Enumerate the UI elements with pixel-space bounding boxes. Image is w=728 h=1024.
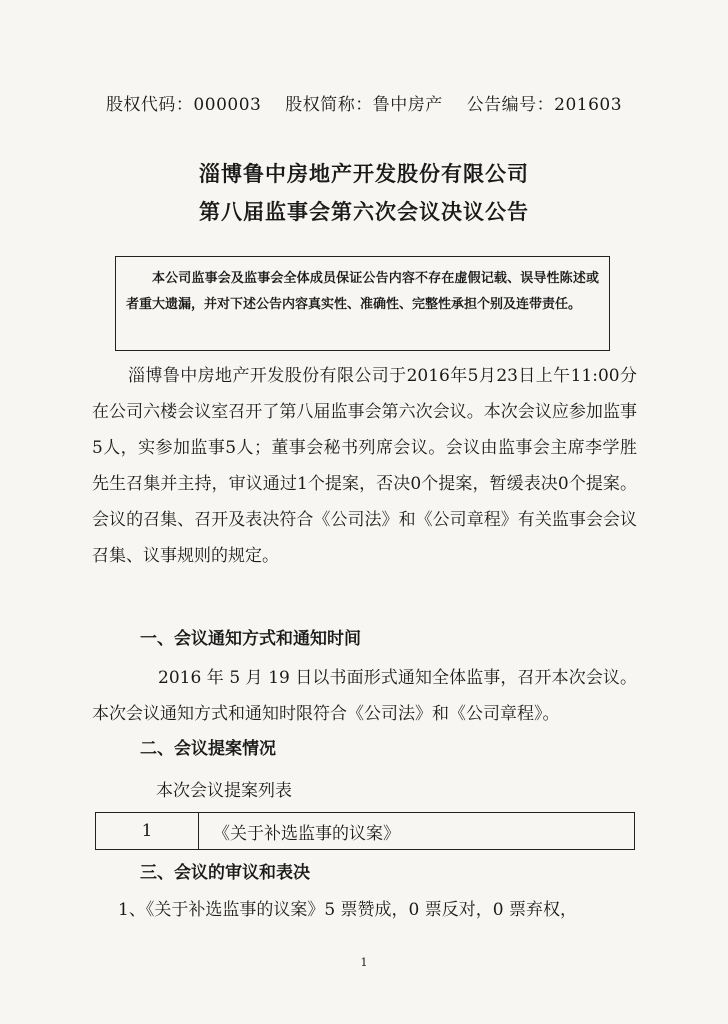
notice-number: 公告编号：201603	[466, 95, 623, 115]
proposal-name: 《关于补选监事的议案》	[213, 823, 400, 844]
company-title: 淄博鲁中房地产开发股份有限公司	[199, 161, 529, 186]
proposal-number: 1	[96, 813, 199, 849]
document-header	[0, 90, 728, 115]
section-heading-voting: 三、会议的审议和表决	[140, 863, 310, 883]
proposal-table-row	[95, 812, 635, 850]
section-heading-proposals: 二、会议提案情况	[140, 739, 276, 759]
intro-paragraph: 淄博鲁中房地产开发股份有限公司于2016年5月23日上午11:00分在公司六楼会议室召开了第八届监事会第六次会议。本次会议应参加监事5人，实参加监事5人；董事会秘书列席会议。会议由监事会主席李学胜先生召集并主持，审议通过1个提案，否决0个提案，暂缓表决0个提案。会议的召集、召开及表决符合《公司法》和《公司章程》有关监事会会议召集、议事规则的规定。	[92, 366, 637, 566]
page-number: 1	[360, 956, 368, 969]
announcement-title: 第八届监事会第六次会议决议公告	[199, 199, 529, 224]
stock-short-name: 股权简称：鲁中房产	[285, 95, 443, 115]
notice-paragraph: 2016 年 5 月 19 日以书面形式通知全体监事，召开本次会议。本次会议通知方式和通知时限符合《公司法》和《公司章程》。	[92, 668, 637, 724]
section-heading-notice: 一、会议通知方式和通知时间	[140, 629, 361, 649]
disclaimer-box: 本公司监事会及监事会全体成员保证公告内容不存在虚假记载、误导性陈述或者重大遗漏，并对下述公告内容真实性、准确性、完整性承担个别及连带责任。	[115, 256, 610, 351]
proposal-list-label: 本次会议提案列表	[156, 781, 292, 801]
stock-code: 股权代码：000003	[105, 95, 262, 115]
voting-item-1: 1、《关于补选监事的议案》5 票赞成，0 票反对，0 票弃权，	[118, 900, 577, 920]
